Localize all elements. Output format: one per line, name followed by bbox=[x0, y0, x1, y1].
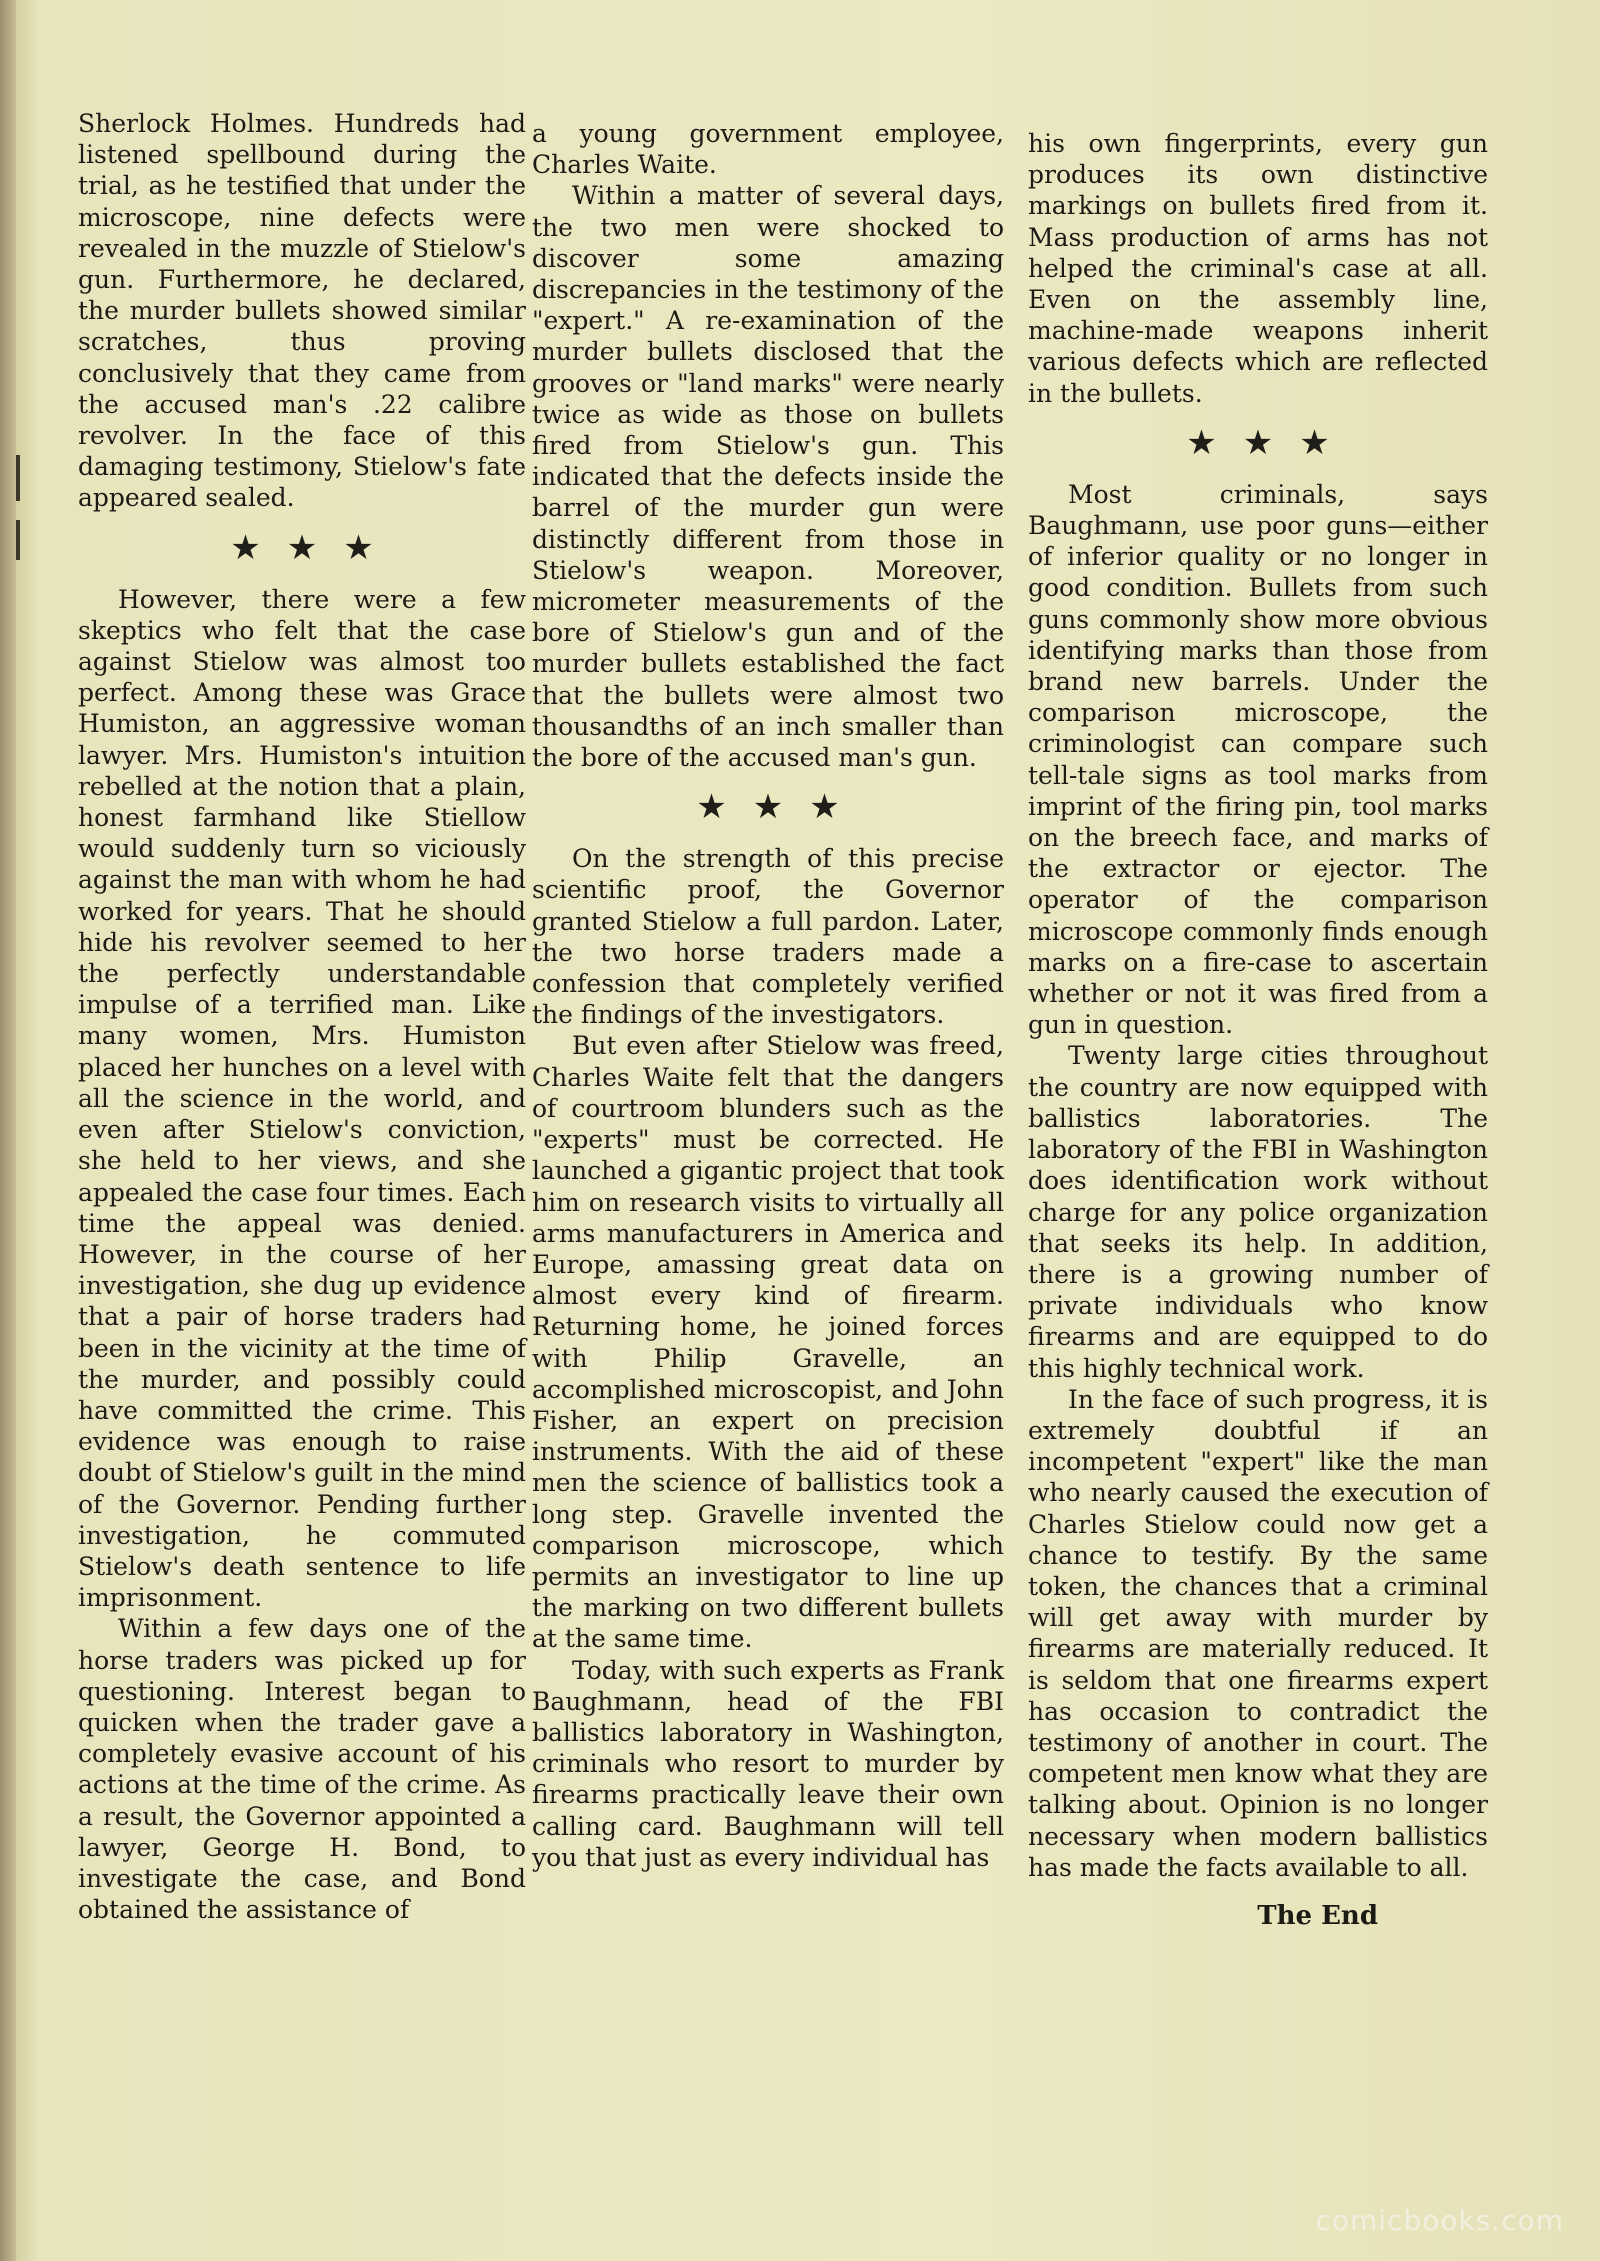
text-column-2 bbox=[532, 118, 1004, 1873]
paragraph: Twenty large cities throughout the country are now equipped with ballistics laboratories. The laboratory of the FBI in Washington does identification work without charge for any police organization that seeks its help. In addition, there is a growing number of private individuals who know firearms and are equipped to do this highly technical work. bbox=[1028, 1041, 1488, 1383]
text-column-3 bbox=[1028, 128, 1488, 1932]
section-divider-stars: ★★★ bbox=[230, 527, 400, 568]
paragraph: his own fingerprints, every gun produces its own distinctive markings on bullets fired from it. Mass production of arms has not helped the criminal's case at all. Even on the assembly line, machine-made weapons inherit various defects which are reflected in the bullets. bbox=[1028, 129, 1488, 408]
paragraph: In the face of such progress, it is extremely doubtful if an incompetent "expert" like the man who nearly caused the execution of Charles Stielow could now get a chance to testify. By the same token, the chances that a criminal will get away with murder by firearms are materially reduced. It is seldom that one firearms expert has occasion to contradict the testimony of another in court. The competent men know what they are talking about. Opinion is no longer necessary when modern ballistics has made the facts available to all. bbox=[1028, 1384, 1488, 1882]
site-watermark: comicbooks.com bbox=[1315, 2204, 1564, 2237]
binding-mark bbox=[16, 455, 20, 501]
paragraph: However, there were a few skeptics who felt that the case against Stielow was almost too perfect. Among these was Grace Humiston, an aggressive woman lawyer. Mrs. Humiston's intuition rebelled at the notion that a plain, honest farmhand like Stiellow would suddenly turn so viciously against the man with whom he had worked for years. That he should hide his revolver seemed to her the perfectly understandable impulse of a terrified man. Like many women, Mrs. Humiston placed her hunches on a level with all the science in the world, and even after Stielow's conviction, she held to her views, and she appealed the case four times. Each time the appeal was denied. However, in the course of her investigation, she dug up evidence that a pair of horse traders had been in the vicinity at the time of the murder, and possibly could have committed the crime. This evidence was enough to raise doubt of Stielow's guilt in the mind of the Governor. Pending further investigation, he commuted Stielow's death sentence to life imprisonment. bbox=[78, 584, 526, 1613]
section-divider-stars: ★★★ bbox=[1186, 422, 1356, 463]
section-divider-stars: ★★★ bbox=[696, 787, 866, 828]
paragraph: a young government employee, Charles Waite. bbox=[532, 119, 1004, 180]
paragraph: Today, with such experts as Frank Baughmann, head of the FBI ballistics laboratory in Washington, criminals who resort to murder by firearms practically leave their own calling card. Baughmann will tell you that just as every individual has bbox=[532, 1655, 1004, 1872]
paragraph: Within a matter of several days, the two men were shocked to discover some amazing discrepancies in the testimony of the "expert." A re-examination of the murder bullets disclosed that the grooves or "land marks" were nearly twice as wide as those on bullets fired from Stielow's gun. This indicated that the defects inside the barrel of the murder gun were distinctly different from those in Stielow's weapon. Moreover, micrometer measurements of the bore of Stielow's gun and of the murder bullets established the fact that the bullets were almost two thousandths of an inch smaller than the bore of the accused man's gun. bbox=[532, 181, 1004, 773]
paragraph: Most criminals, says Baughmann, use poor guns—either of inferior quality or no longer in good condition. Bullets from such guns commonly show more obvious identifying marks than those from brand new barrels. Under the comparison microscope, the criminologist can compare such tell-tale signs as tool marks from imprint of the firing pin, tool marks on the breech face, and marks of the extractor or ejector. The operator of the comparison microscope commonly finds enough marks on a fire-case to ascertain whether or not it was fired from a gun in question. bbox=[1028, 479, 1488, 1040]
page-spine-edge bbox=[0, 0, 16, 2261]
the-end-label: The End bbox=[1257, 1900, 1378, 1931]
paragraph: On the strength of this precise scientific proof, the Governor granted Stielow a full pardon. Later, the two horse traders made a confession that completely verified the findings of the investigators. bbox=[532, 844, 1004, 1030]
paragraph: Within a few days one of the horse traders was picked up for questioning. Interest began to quicken when the trader gave a completely evasive account of his actions at the time of the crime. As a result, the Governor appointed a lawyer, George H. Bond, to investigate the case, and Bond obtained the assistance of bbox=[78, 1614, 526, 1925]
paragraph: Sherlock Holmes. Hundreds had listened spellbound during the trial, as he testified that under the microscope, nine defects were revealed in the muzzle of Stielow's gun. Furthermore, he declared, the murder bullets showed similar scratches, thus proving conclusively that they came from the accused man's .22 calibre revolver. In the face of this damaging testimony, Stielow's fate appeared sealed. bbox=[78, 109, 526, 513]
text-column-1 bbox=[78, 108, 526, 1925]
paragraph: But even after Stielow was freed, Charles Waite felt that the dangers of courtroom blunders such as the "experts" must be corrected. He launched a gigantic project that took him on research visits to virtually all arms manufacturers in America and Europe, amassing great data on almost every kind of firearm. Returning home, he joined forces with Philip Gravelle, an accomplished microscopist, and John Fisher, an expert on precision instruments. With the aid of these men the science of ballistics took a long step. Gravelle invented the comparison microscope, which permits an investigator to line up the marking on two different bullets at the same time. bbox=[532, 1031, 1004, 1654]
binding-mark bbox=[16, 520, 20, 560]
